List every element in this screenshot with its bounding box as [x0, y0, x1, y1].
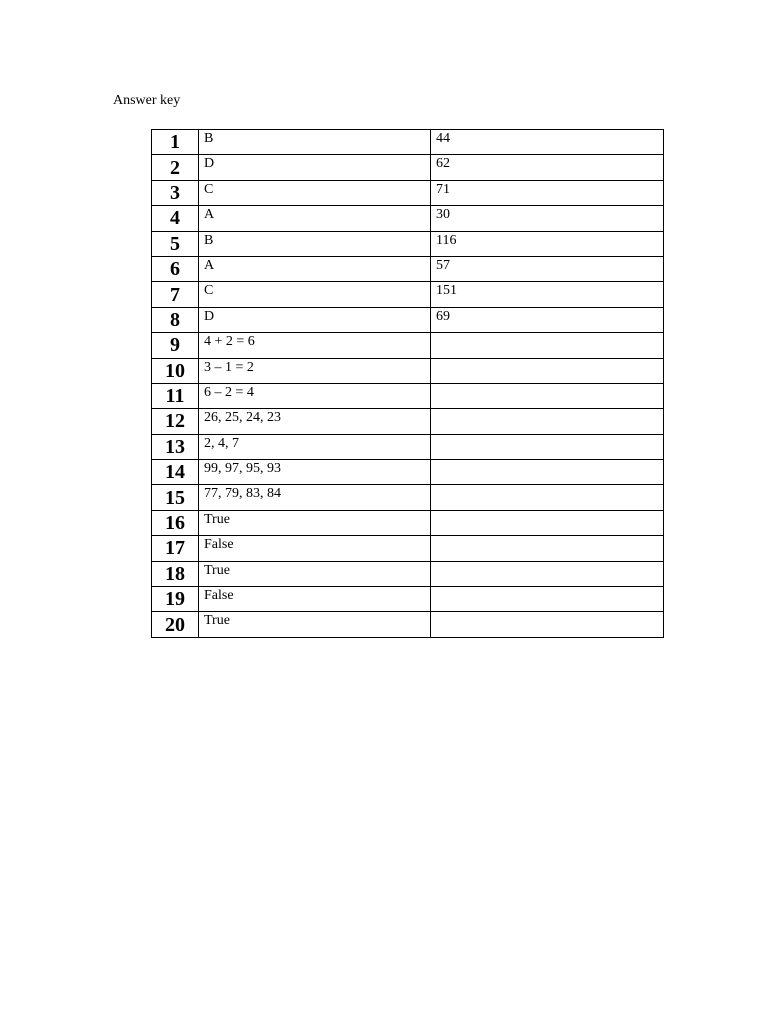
answer-column-2 [431, 460, 664, 485]
question-number: 20 [152, 612, 199, 637]
question-number: 13 [152, 434, 199, 459]
answer-column-1: False [199, 536, 431, 561]
question-number: 17 [152, 536, 199, 561]
table-row [152, 256, 664, 281]
answer-column-2: 62 [431, 155, 664, 180]
answer-rows [152, 130, 664, 638]
answer-column-2 [431, 434, 664, 459]
question-number: 2 [152, 155, 199, 180]
answer-column-2 [431, 510, 664, 535]
question-number: 19 [152, 587, 199, 612]
answer-column-2 [431, 333, 664, 358]
question-number: 10 [152, 358, 199, 383]
answer-column-1: A [199, 206, 431, 231]
table-row [152, 231, 664, 256]
table-row [152, 561, 664, 586]
question-number: 5 [152, 231, 199, 256]
table-row [152, 383, 664, 408]
answer-column-1: C [199, 180, 431, 205]
answer-column-2 [431, 383, 664, 408]
table-row [152, 155, 664, 180]
answer-column-2 [431, 561, 664, 586]
answer-column-1: B [199, 231, 431, 256]
table-row [152, 282, 664, 307]
answer-column-1: B [199, 130, 431, 155]
answer-column-2 [431, 587, 664, 612]
answer-column-1: C [199, 282, 431, 307]
answer-column-2 [431, 358, 664, 383]
question-number: 8 [152, 307, 199, 332]
question-number: 14 [152, 460, 199, 485]
question-number: 7 [152, 282, 199, 307]
question-number: 4 [152, 206, 199, 231]
answer-column-1: 2, 4, 7 [199, 434, 431, 459]
answer-column-1: 26, 25, 24, 23 [199, 409, 431, 434]
answer-column-2 [431, 536, 664, 561]
question-number: 12 [152, 409, 199, 434]
question-number: 15 [152, 485, 199, 510]
table-row [152, 206, 664, 231]
question-number: 3 [152, 180, 199, 205]
table-row [152, 333, 664, 358]
answer-column-1: 4 + 2 = 6 [199, 333, 431, 358]
table-row [152, 307, 664, 332]
answer-column-1: True [199, 510, 431, 535]
question-number: 6 [152, 256, 199, 281]
answer-column-1: D [199, 307, 431, 332]
answer-column-2: 30 [431, 206, 664, 231]
table-row [152, 180, 664, 205]
table-row [152, 536, 664, 561]
answer-column-1: 6 – 2 = 4 [199, 383, 431, 408]
answer-column-1: D [199, 155, 431, 180]
answer-column-1: A [199, 256, 431, 281]
question-number: 1 [152, 130, 199, 155]
table-row [152, 434, 664, 459]
table-row [152, 587, 664, 612]
answer-key-table [151, 129, 664, 638]
answer-column-2: 71 [431, 180, 664, 205]
table-row [152, 409, 664, 434]
table-row [152, 130, 664, 155]
table-row [152, 612, 664, 637]
table-row [152, 460, 664, 485]
question-number: 9 [152, 333, 199, 358]
table-row [152, 510, 664, 535]
answer-column-2: 116 [431, 231, 664, 256]
question-number: 11 [152, 383, 199, 408]
answer-column-1: True [199, 612, 431, 637]
answer-column-2: 44 [431, 130, 664, 155]
answer-column-2 [431, 409, 664, 434]
answer-column-2: 69 [431, 307, 664, 332]
table-row [152, 485, 664, 510]
question-number: 16 [152, 510, 199, 535]
answer-column-1: True [199, 561, 431, 586]
answer-column-2: 57 [431, 256, 664, 281]
page-title: Answer key [113, 93, 181, 108]
question-number: 18 [152, 561, 199, 586]
answer-column-1: 3 – 1 = 2 [199, 358, 431, 383]
answer-column-2 [431, 612, 664, 637]
answer-column-2: 151 [431, 282, 664, 307]
answer-column-2 [431, 485, 664, 510]
answer-column-1: 99, 97, 95, 93 [199, 460, 431, 485]
answer-column-1: 77, 79, 83, 84 [199, 485, 431, 510]
answer-column-1: False [199, 587, 431, 612]
table-row [152, 358, 664, 383]
